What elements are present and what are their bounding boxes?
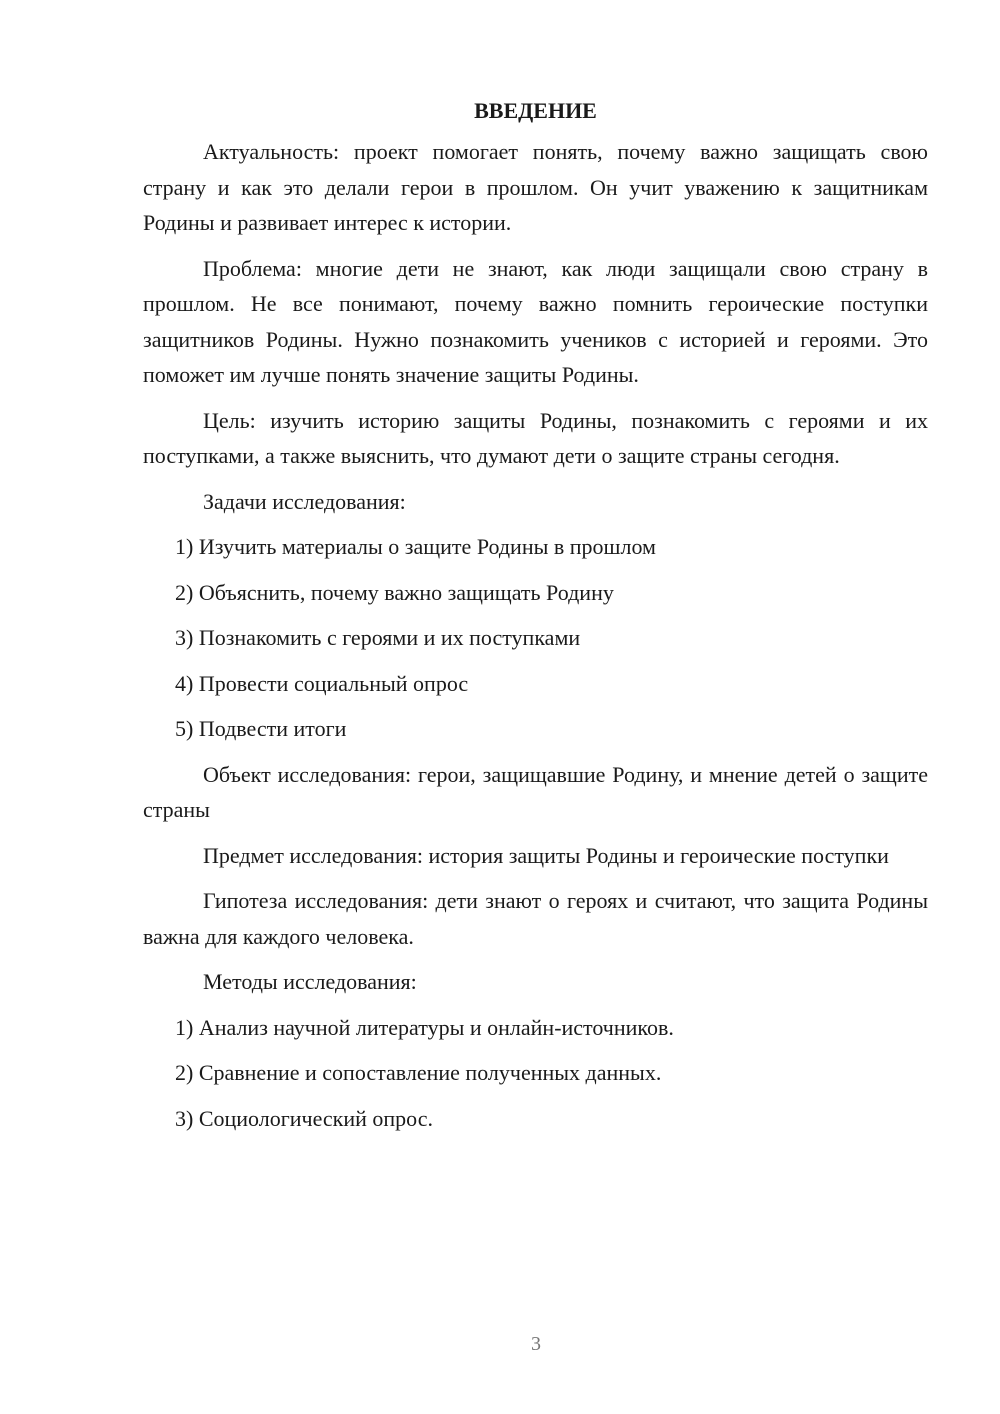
method-item: 3) Социологический опрос.	[175, 1105, 433, 1131]
method-item: 2) Сравнение и сопоставление полученных данных.	[175, 1060, 662, 1085]
task-item: 3) Познакомить с героями и их поступками	[175, 625, 581, 650]
tasks-heading: Задачи исследования:	[203, 488, 406, 514]
task-item: 1) Изучить материалы о защите Родины в прошлом	[175, 534, 656, 559]
relevance-paragraph: Актуальность: проект помогает понять, почему важно защищать свою страну и как это делали герои в прошлом. Он учит уважению к защитникам Родины и развивает интерес к истории.	[143, 139, 928, 235]
subject-paragraph: Предмет исследования: история защиты Родины и героические поступки	[203, 842, 889, 868]
methods-heading: Методы исследования:	[203, 969, 417, 994]
method-item: 1) Анализ научной литературы и онлайн-источников.	[175, 1014, 674, 1040]
page-number: 3	[531, 1333, 541, 1355]
task-item: 5) Подвести итоги	[175, 716, 347, 741]
goal-paragraph: Цель: изучить историю защиты Родины, познакомить с героями и их поступками, а также выяснить, что думают дети о защите страны сегодня.	[143, 407, 928, 468]
task-item: 4) Провести социальный опрос	[175, 670, 469, 696]
page-title: ВВЕДЕНИЕ	[474, 98, 597, 123]
problem-paragraph: Проблема: многие дети не знают, как люди защищали свою страну в прошлом. Не все понимают, почему важно помнить героические поступки защитников Родины. Нужно познакомить учеников с историей и героями. Это поможет им лучше понять значение защиты Родины.	[143, 255, 928, 387]
task-item: 2) Объяснить, почему важно защищать Родину	[175, 579, 614, 605]
object-paragraph: Объект исследования: герои, защищавшие Родину, и мнение детей о защите страны	[143, 761, 928, 822]
tasks-list	[143, 529, 928, 747]
methods-list	[143, 1010, 928, 1137]
hypothesis-paragraph: Гипотеза исследования: дети знают о героях и считают, что защита Родины важна для каждого человека.	[143, 888, 928, 949]
page-content	[143, 93, 928, 1146]
